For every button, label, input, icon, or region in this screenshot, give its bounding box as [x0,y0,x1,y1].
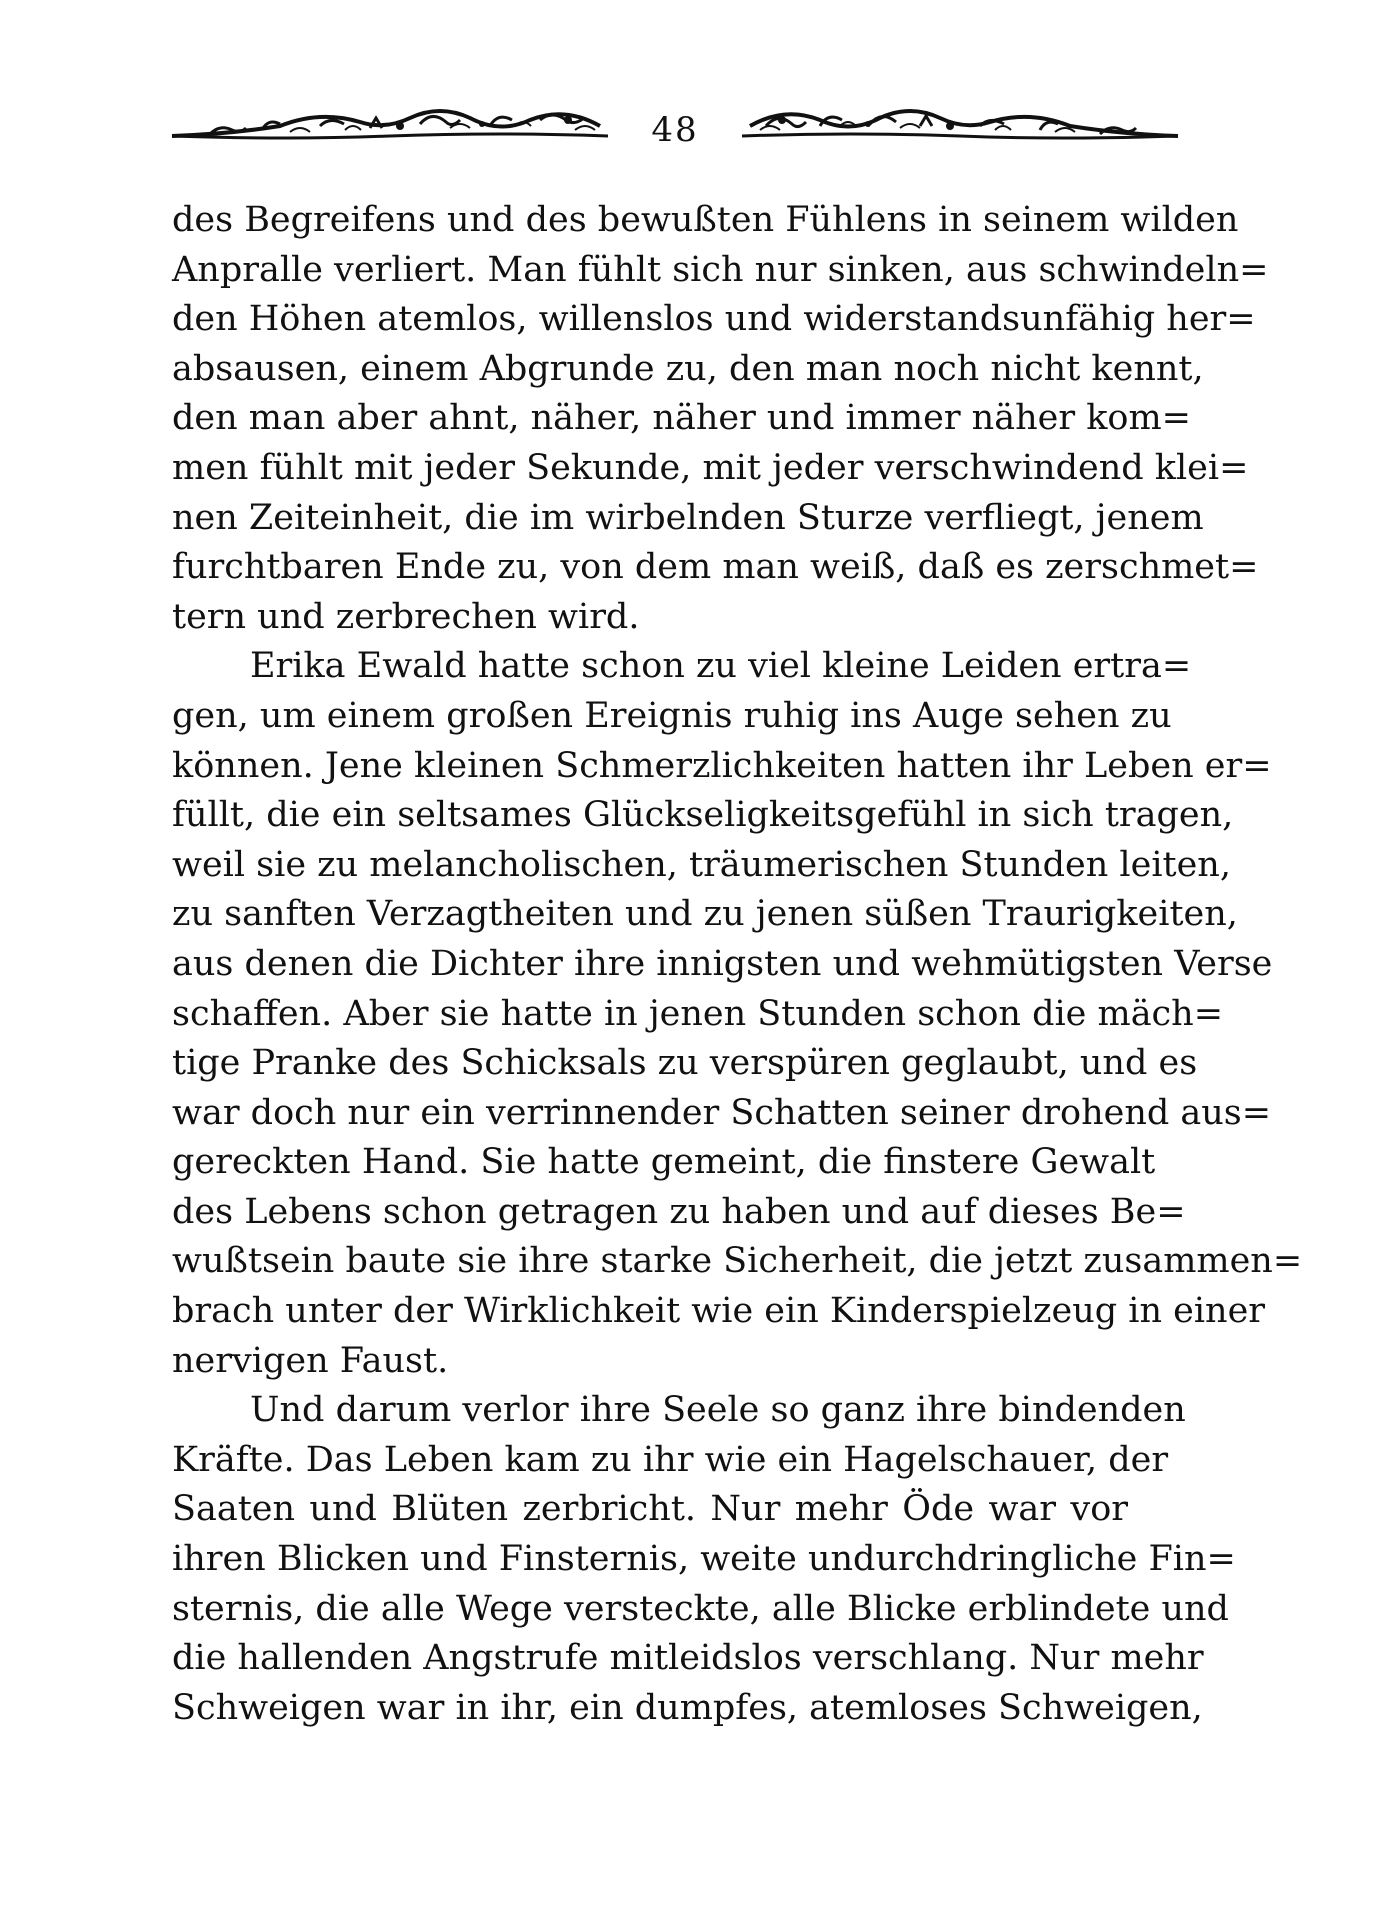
text-line: brach unter der Wirklichkeit wie ein Kinderspielzeug in einer [172,1291,1266,1332]
text-line: war doch nur ein verrinnender Schatten seiner drohend aus= [172,1092,1272,1133]
text-line: wußtsein baute sie ihre starke Sicherheit, die jetzt zusammen= [172,1241,1303,1282]
text-line: tige Pranke des Schicksals zu verspüren geglaubt, und es [172,1043,1198,1084]
text-line: sternis, die alle Wege versteckte, alle Blicke erblindete und [172,1588,1229,1629]
text-line: den man aber ahnt, näher, näher und immer näher kom= [172,398,1191,439]
text-line: Schweigen war in ihr, ein dumpfes, atemloses Schweigen, [172,1687,1203,1728]
text-line: Anpralle verliert. Man fühlt sich nur sinken, aus schwindeln= [172,249,1269,290]
text-line: können. Jene kleinen Schmerzlichkeiten hatten ihr Leben er= [172,745,1272,786]
page-number: 48 [651,110,699,150]
text-line: furchtbaren Ende zu, von dem man weiß, daß es zerschmet= [172,547,1259,588]
text-line: schaffen. Aber sie hatte in jenen Stunden schon die mäch= [172,993,1224,1034]
text-line: gen, um einem großen Ereignis ruhig ins Auge sehen zu [172,695,1172,736]
text-line: ihren Blicken und Finsternis, weite undurchdringliche Fin= [172,1539,1236,1580]
paragraph [172,196,1269,642]
text-line: füllt, die ein seltsames Glückseligkeitsgefühl in sich tragen, [172,795,1234,836]
paragraph [172,642,1303,1386]
text-line: des Begreifens und des bewußten Fühlens in seinem wilden [172,200,1239,240]
text-line: nen Zeiteinheit, die im wirbelnden Sturze verfliegt, jenem [172,497,1204,538]
page-header [170,88,1180,158]
text-line: weil sie zu melancholischen, träumerischen Stunden leiten, [172,844,1231,885]
text-line: Saaten und Blüten zerbricht. Nur mehr Öde war vor [172,1489,1128,1530]
body-text [172,196,1303,1733]
text-line: aus denen die Dichter ihre innigsten und wehmütigsten Verse [172,943,1273,984]
text-line: den Höhen atemlos, willenslos und widerstandsunfähig her= [172,299,1256,340]
right-header-ornament [740,96,1180,152]
text-line: absausen, einem Abgrunde zu, den man noch nicht kennt, [172,348,1204,389]
text-line: men fühlt mit jeder Sekunde, mit jeder verschwindend klei= [172,447,1249,488]
text-line: des Lebens schon getragen zu haben und auf dieses Be= [172,1191,1186,1232]
left-header-ornament [170,96,610,152]
text-line: Und darum verlor ihre Seele so ganz ihre bindenden [250,1390,1186,1431]
text-line: tern und zerbrechen wird. [172,596,640,637]
text-line: Kräfte. Das Leben kam zu ihr wie ein Hagelschauer, der [172,1439,1169,1480]
text-line: gereckten Hand. Sie hatte gemeint, die finstere Gewalt [172,1142,1156,1183]
paragraph [172,1386,1236,1733]
text-line: die hallenden Angstrufe mitleidslos verschlang. Nur mehr [172,1638,1204,1679]
text-line: nervigen Faust. [172,1340,449,1381]
text-line: Erika Ewald hatte schon zu viel kleine Leiden ertra= [250,646,1192,687]
text-line: zu sanften Verzagtheiten und zu jenen süßen Traurigkeiten, [172,894,1238,935]
